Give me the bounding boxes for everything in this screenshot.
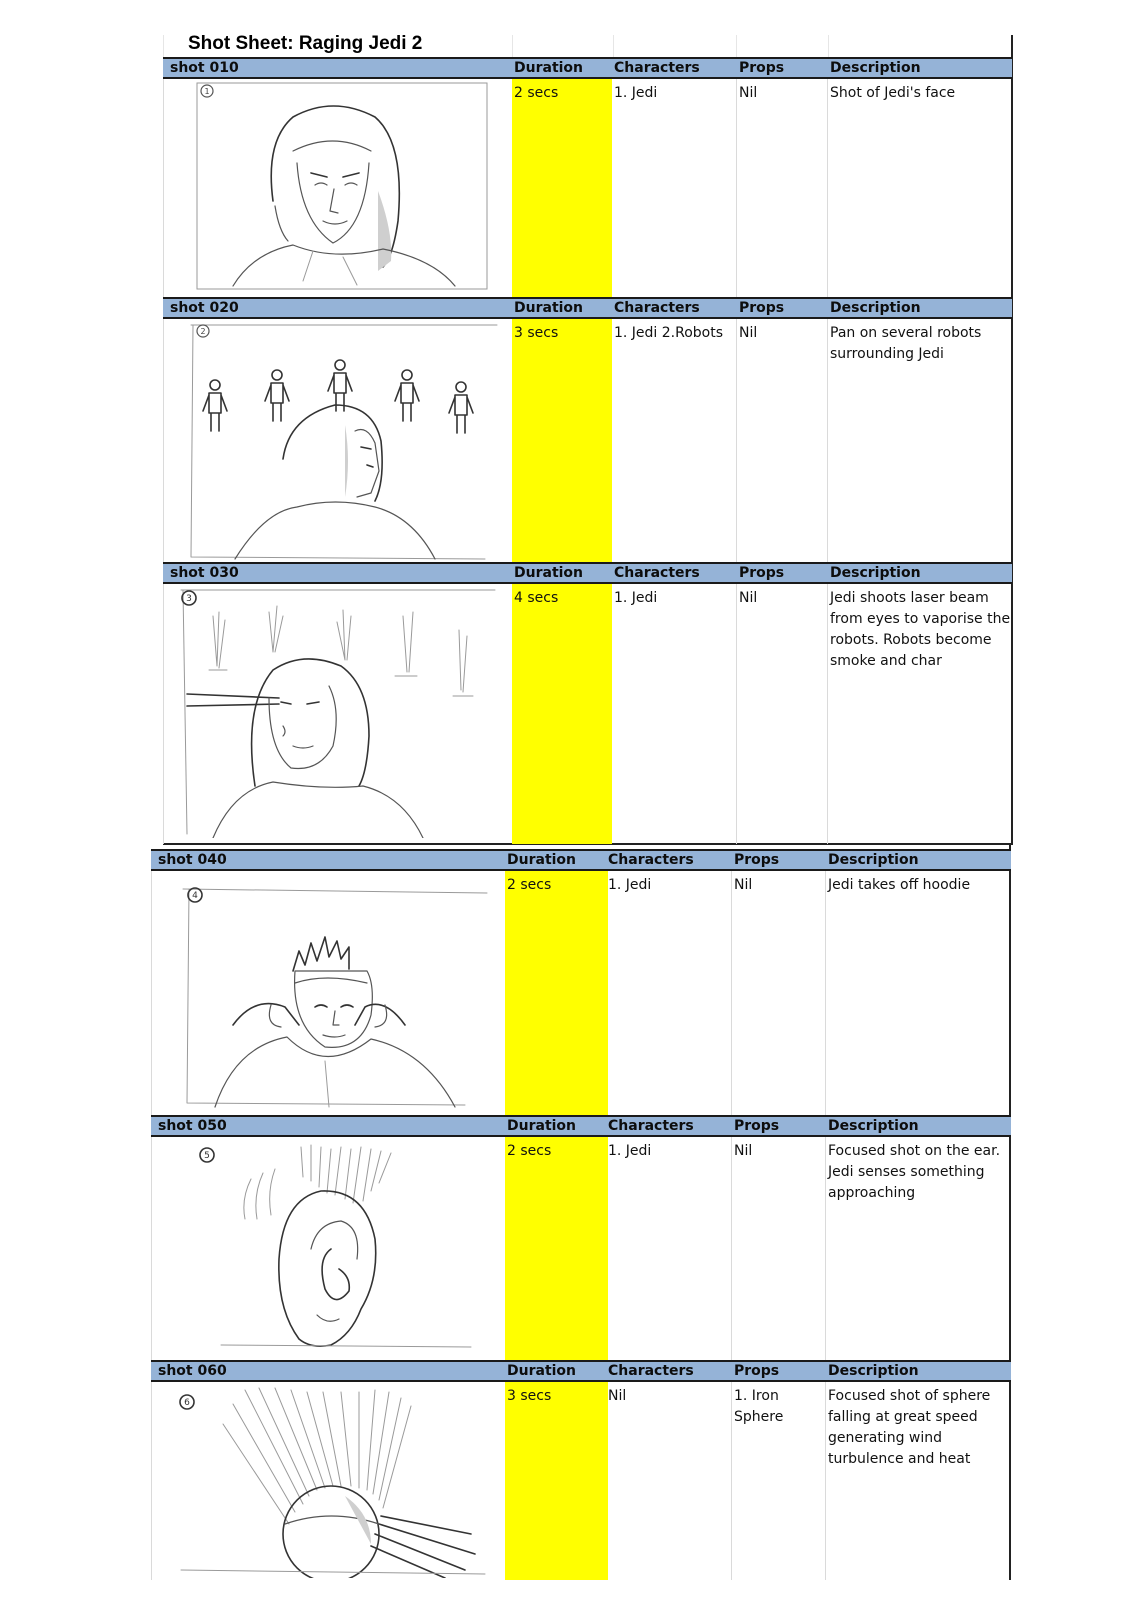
shot-id: shot 050 <box>158 1118 227 1134</box>
props-header: Props <box>734 1363 780 1379</box>
storyboard-sketch <box>181 1139 491 1355</box>
panel-number: 2 <box>200 327 206 336</box>
props-header: Props <box>734 852 780 868</box>
description-value: Jedi shoots laser beam from eyes to vaporise the robots. Robots become smoke and char <box>830 590 1011 669</box>
characters-value: 1. Jedi <box>614 590 658 606</box>
description-value: Shot of Jedi's face <box>830 85 956 101</box>
characters-header: Characters <box>608 1363 694 1379</box>
description-value: Focused shot of sphere falling at great speed generating wind turbulence and heat <box>828 1388 991 1467</box>
duration-value: 2 secs <box>507 877 552 893</box>
storyboard-sketch <box>185 321 505 561</box>
duration-header: Duration <box>507 1363 577 1379</box>
duration-value: 2 secs <box>514 85 559 101</box>
props-value: Nil <box>734 877 753 893</box>
props-header: Props <box>739 565 785 581</box>
shot-id: shot 020 <box>170 300 239 316</box>
shot-header <box>163 297 1012 319</box>
characters-header: Characters <box>614 300 700 316</box>
shot-header <box>151 849 1011 871</box>
description-header: Description <box>830 300 921 316</box>
characters-header: Characters <box>608 852 694 868</box>
props-header: Props <box>739 300 785 316</box>
shot-id: shot 030 <box>170 565 239 581</box>
shot-id: shot 060 <box>158 1363 227 1379</box>
duration-value: 2 secs <box>507 1143 552 1159</box>
duration-header: Duration <box>514 60 584 76</box>
panel-number: 3 <box>186 594 192 604</box>
storyboard-sketch <box>175 1384 495 1578</box>
description-value: Pan on several robots surrounding Jedi <box>830 325 982 362</box>
characters-value: 1. Jedi <box>608 1143 652 1159</box>
props-value: Nil <box>734 1143 753 1159</box>
shot-block-060 <box>151 1360 1011 1580</box>
characters-value: 1. Jedi <box>614 85 658 101</box>
duration-value: 4 secs <box>514 590 559 606</box>
duration-header: Duration <box>514 565 584 581</box>
shot-block-040 <box>151 849 1011 1115</box>
description-header: Description <box>830 565 921 581</box>
storyboard-sketch <box>173 586 503 838</box>
shot-block-020 <box>163 297 1012 562</box>
duration-value: 3 secs <box>507 1388 552 1404</box>
panel-number: 4 <box>192 891 198 901</box>
description-header: Description <box>828 1118 919 1134</box>
props-header: Props <box>734 1118 780 1134</box>
description-header: Description <box>828 852 919 868</box>
duration-header: Duration <box>514 300 584 316</box>
shot-header <box>151 1360 1011 1382</box>
shot-id: shot 010 <box>170 60 239 76</box>
props-value: Nil <box>739 85 758 101</box>
characters-value: Nil <box>608 1388 627 1404</box>
characters-value: 1. Jedi 2.Robots <box>614 325 724 341</box>
shot-id: shot 040 <box>158 852 227 868</box>
duration-header: Duration <box>507 1118 577 1134</box>
shot-header <box>163 562 1012 584</box>
storyboard-sketch <box>175 875 495 1111</box>
storyboard-sketch <box>193 81 493 293</box>
props-value: Nil <box>739 590 758 606</box>
description-header: Description <box>830 60 921 76</box>
description-value: Jedi takes off hoodie <box>828 877 971 893</box>
panel-number: 5 <box>204 1151 210 1161</box>
description-header: Description <box>828 1363 919 1379</box>
duration-value: 3 secs <box>514 325 559 341</box>
characters-header: Characters <box>608 1118 694 1134</box>
shot-block-030 <box>163 562 1012 844</box>
sheet-title: Shot Sheet: Raging Jedi 2 <box>188 33 423 54</box>
description-value: Focused shot on the ear. Jedi senses something approaching <box>828 1143 1001 1201</box>
characters-header: Characters <box>614 60 700 76</box>
props-value: 1. Iron Sphere <box>734 1388 784 1425</box>
shot-header <box>163 57 1012 79</box>
shot-header <box>151 1115 1011 1137</box>
props-value: Nil <box>739 325 758 341</box>
panel-number: 1 <box>204 87 210 96</box>
props-header: Props <box>739 60 785 76</box>
shot-block-050 <box>151 1115 1011 1360</box>
panel-number: 6 <box>184 1398 190 1408</box>
shot-block-010 <box>163 57 1012 297</box>
duration-header: Duration <box>507 852 577 868</box>
characters-value: 1. Jedi <box>608 877 652 893</box>
characters-header: Characters <box>614 565 700 581</box>
